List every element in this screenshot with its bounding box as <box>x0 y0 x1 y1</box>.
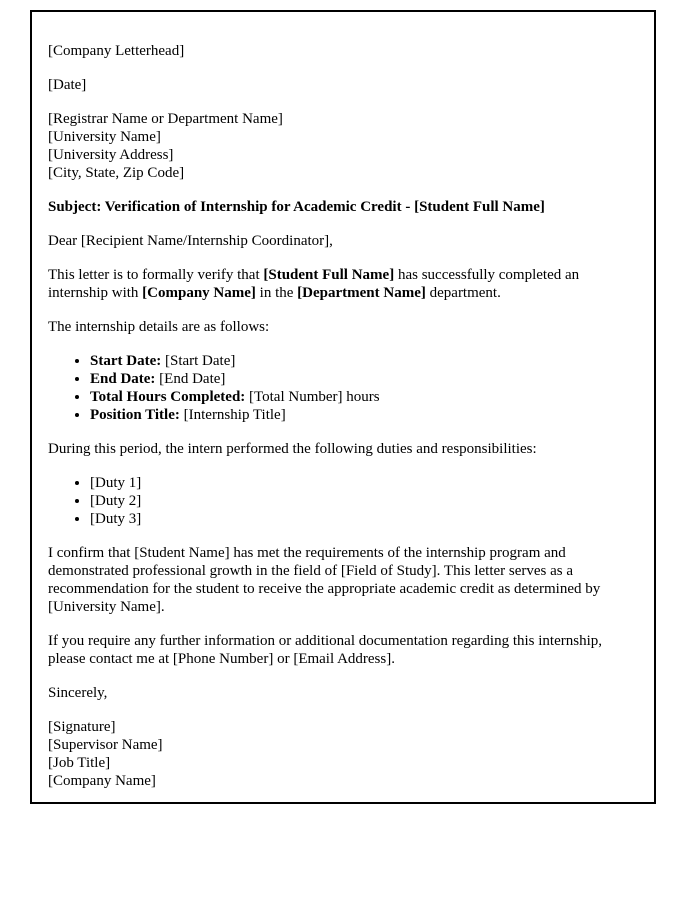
detail-end-date <box>90 370 638 388</box>
detail-label: Total Hours Completed: <box>90 389 246 405</box>
detail-value: [Start Date] <box>164 353 236 369</box>
intro-text-1: This letter is to formally verify that <box>48 267 264 283</box>
letter-document <box>30 10 656 804</box>
signature-block <box>48 718 638 790</box>
duty-text: [Duty 3] <box>90 511 142 527</box>
intro-paragraph <box>48 266 638 302</box>
company-name-placeholder: [Company Name] <box>142 285 256 301</box>
duties-intro: During this period, the intern performed the following duties and responsibilities: <box>48 441 537 457</box>
registrar-name-line: [Registrar Name or Department Name] <box>48 111 283 127</box>
duty-text: [Duty 2] <box>90 493 142 509</box>
city-state-zip-line: [City, State, Zip Code] <box>48 165 185 181</box>
department-name-placeholder: [Department Name] <box>297 285 426 301</box>
supervisor-name-line: [Supervisor Name] <box>48 737 163 753</box>
intro-text-3: in the <box>255 285 298 301</box>
internship-details-list <box>48 352 638 424</box>
intro-text-2: has successfully completed an internship with <box>48 267 580 301</box>
detail-value: [Total Number] hours <box>249 389 380 405</box>
closing: Sincerely, <box>48 685 108 701</box>
confirmation-paragraph: I confirm that [Student Name] has met the requirements of the internship program and demonstrated professional growth in the field of [Field of Study]. This letter serves as a recommendation for the student to receive the appropriate academic credit as determined by [University Name]. <box>48 545 601 615</box>
detail-value: [End Date] <box>159 371 226 387</box>
duty-item <box>90 492 638 510</box>
detail-label: Start Date: <box>90 353 162 369</box>
duty-item <box>90 474 638 492</box>
job-title-line: [Job Title] <box>48 755 111 771</box>
duties-list <box>48 474 638 528</box>
contact-paragraph: If you require any further information or additional documentation regarding this internship, please contact me at [Phone Number] or [Email Address]. <box>48 633 603 667</box>
detail-value: [Internship Title] <box>183 407 286 423</box>
date-line: [Date] <box>48 77 87 93</box>
duty-item <box>90 510 638 528</box>
detail-start-date <box>90 352 638 370</box>
duty-text: [Duty 1] <box>90 475 142 491</box>
detail-position-title <box>90 406 638 424</box>
university-name-line: [University Name] <box>48 129 161 145</box>
company-name-line: [Company Name] <box>48 773 156 789</box>
detail-label: End Date: <box>90 371 156 387</box>
salutation: Dear [Recipient Name/Internship Coordinator], <box>48 233 333 249</box>
detail-label: Position Title: <box>90 407 180 423</box>
detail-total-hours <box>90 388 638 406</box>
company-letterhead: [Company Letterhead] <box>48 43 185 59</box>
details-intro: The internship details are as follows: <box>48 319 270 335</box>
subject-line: Subject: Verification of Internship for Academic Credit - [Student Full Name] <box>48 199 545 215</box>
intro-text-4: department. <box>425 285 501 301</box>
university-address-line: [University Address] <box>48 147 174 163</box>
recipient-address-block <box>48 110 638 182</box>
student-name-placeholder: [Student Full Name] <box>263 267 395 283</box>
signature-line: [Signature] <box>48 719 116 735</box>
